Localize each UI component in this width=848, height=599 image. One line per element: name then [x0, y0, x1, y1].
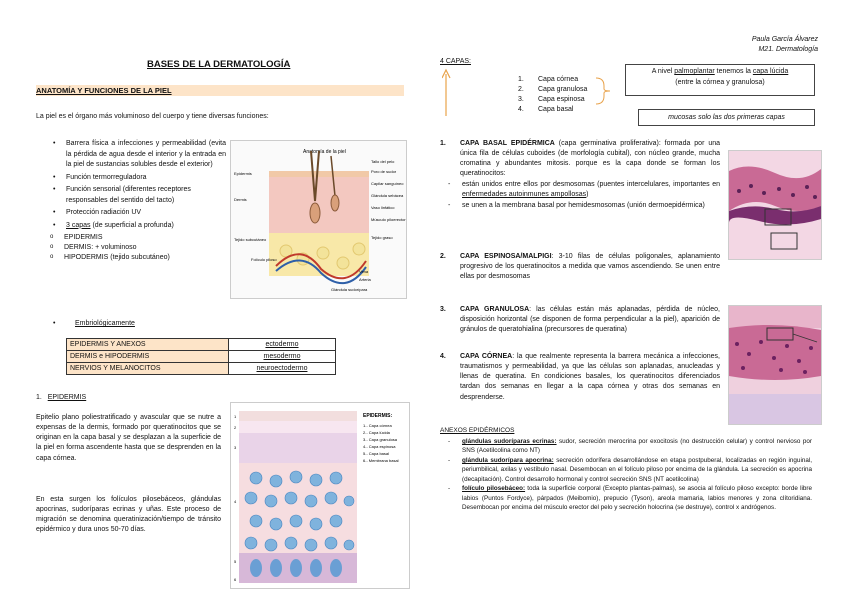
epi-item: 4.- Capa espinosa — [363, 444, 396, 449]
skin-label-follicle: Folículo piloso — [251, 257, 277, 262]
list-item: 4. Capa basal — [518, 106, 574, 114]
epidermis-p2: En esta surgen los folículos pilosebáceos, glándulas apocrinas, sudoríparas ecrinas y uñas. Este proceso de migración se denomina queratinización/tiempo de tránsito epidérmico y dura unos 50-70 días. — [36, 496, 221, 534]
capa-espinosa: 2. CAPA ESPINOSA/MALPIGI: 3-10 filas de células poligonales, aplanamiento progresivo de los queratinocitos a medida que vamos ascendiendo. Se unen entre ellas por desmosomas — [440, 253, 720, 281]
layer-hipodermis: o HIPODERMIS (tejido subcutáneo) — [36, 253, 226, 263]
layer-dermis: o DERMIS: + voluminoso — [36, 243, 226, 253]
epi-num-5: 5 — [234, 559, 237, 564]
epi-num-4: 4 — [234, 499, 237, 504]
lucida-note-box: A nivel palmoplantar tenemos la capa lúcida (entre la córnea y granulosa) — [625, 64, 815, 96]
epidermis-heading: 1. EPIDERMIS — [36, 394, 87, 401]
skin-anatomy-image — [230, 140, 407, 299]
list-item: - glándula sudorípara apocrina: secreción odorífera desarrollándose en etapa postpuberal, localizadas en región inguinal, periumbilical, axilas y vestíbulo nasal. Desembocan en el folículo piloso por encima de la glándula. La secreción es apocrina (decapitación). Control desarrollo hormonal y control secreción SNS (NT acetilcolina) — [440, 456, 812, 484]
section-title: ANATOMÍA Y FUNCIONES DE LA PIEL — [36, 85, 404, 96]
bullet-icon: • — [53, 320, 56, 327]
epi-num-2: 2 — [234, 425, 237, 430]
list-item: 2. Capa granulosa — [518, 86, 588, 94]
epi-item: 5.- Capa basal — [363, 451, 390, 456]
epidermis-p1: Epitelio plano poliestratificado y avascular que se nutre a expensas de la dermis, formado por queratinocitos que se originan en la capa basal y se desplazan a la superficie de la piel en forma ascendente hasta que se desprenden en la capa córnea. — [36, 414, 221, 462]
table-row: NERVIOS Y MELANOCITOS neuroectodermo — [67, 363, 336, 375]
capa-cornea: 4. CAPA CÓRNEA: la que realmente representa la barrera mecánica a infecciones, traumatismos y permeabilidad, ya que las células son aplanadas, anucleadas y llenas de queratina. En condiciones basales, los queratinocitos diferenciados tardan dos semanas en llegar a la capa córnea y otras dos semanas en desprenderse. — [440, 353, 720, 401]
function-item: • Barrera física a infecciones y permeabilidad (evita la pérdida de agua desde el interior y la entrada en la piel de sustancias solubles desde el exterior) — [36, 139, 226, 171]
table-row: DERMIS e HIPODERMIS mesodermo — [67, 351, 336, 363]
epidermis-layers-image — [230, 402, 410, 589]
skin-label-hair-shaft: Tallo del pelo — [371, 159, 395, 164]
epi-item: 3.- Capa granulosa — [363, 437, 398, 442]
table-row: EPIDERMIS Y ANEXOS ectodermo — [67, 339, 336, 351]
skin-label-muscle: Músculo piloerector — [371, 217, 406, 222]
brace-icon — [594, 76, 614, 106]
skin-label-epidermis: Epidermis — [234, 171, 252, 176]
embryology-table — [66, 338, 336, 375]
skin-label-fat: Tejido graso — [371, 235, 393, 240]
epi-item: 6.- Membrana basal — [363, 458, 399, 463]
list-item: - folículo pilosebáceo: toda la superficie corporal (Excepto plantas-palmas), se asocia al folículo piloso excepto: borde libre labios (Puntos Fordyce), párpados (Meibomio), prepucio (Tyson), areola mamaria, labios menores y zona clítoridiana. Desembocan por encima del músculo erector del pelo y secreción holocrina (se destruye), control x andrógenos. — [440, 484, 812, 512]
list-item: - glándulas sudoríparas ecrinas: sudor, secreción merocrina por exocitosis (no destrucción celular) y control nervioso por SNS (Acetilcolina como NT) — [440, 437, 812, 456]
function-item: • Función sensorial (diferentes receptores responsables del sentido del tacto) — [36, 185, 226, 206]
capas-list — [518, 75, 587, 116]
skin-label-sweat-pore: Poro de sudor — [371, 169, 397, 174]
capas-label: 4 CAPAS: — [440, 58, 471, 65]
skin-label-capillary: Capilar sanguíneo — [371, 181, 404, 186]
list-item: 1. Capa córnea — [518, 76, 579, 83]
capas-arrow-icon — [442, 68, 472, 118]
skin-diagram-title: Anatomía de la piel — [303, 149, 346, 155]
embryology-label: Embriológicamente — [75, 320, 135, 327]
capa-basal: 1. CAPA BASAL EPIDÉRMICA (capa germinativa proliferativa): formada por una única fila de células cuboides (de morfología cubital), con núcleo grande, mucha cromatina y abundantes mitosis. porque es la capa donde se forman los queratinocitos: - están unidos entre ellos por desmosomas (puentes intercelulares, importantes en enfermedades autoinmunes ampollosas) - se unen a la membrana basal por hemidesmosomas (unión dermoepidérmica) — [440, 139, 720, 211]
epi-num-1: 1 — [234, 414, 237, 419]
list-item: 3. Capa espinosa — [518, 96, 585, 104]
capa-granulosa: 3. CAPA GRANULOSA: las células están más aplanadas, pérdida de núcleo, disposición horizontal (se disponen de forma perpendicular a la piel), aparición de gránulos de queratohialina (precursores de queratina) — [440, 306, 720, 334]
anexos-list — [440, 437, 812, 513]
author: Paula García Álvarez — [751, 36, 818, 43]
function-item: • Protección radiación UV — [36, 208, 226, 219]
skin-label-artery: Arteria — [359, 277, 371, 282]
skin-label-dermis: Dermis — [234, 197, 247, 202]
anexos-title: ANEXOS EPIDÉRMICOS — [440, 427, 515, 434]
layers-item: • 3 capas (de superficial a profunda) — [36, 221, 226, 232]
epi-item: 1.- Capa córnea — [363, 423, 392, 428]
histology-image-granulosa — [728, 305, 822, 425]
intro: La piel es el órgano más voluminoso del cuerpo y tiene diversas funciones: — [36, 113, 269, 120]
skin-label-sebaceous: Glándula sebácea — [371, 193, 404, 198]
layer-epidermis: o EPIDERMIS — [36, 233, 226, 243]
histology-image-basal — [728, 150, 822, 260]
skin-label-subcutaneous: Tejido subcutáneo — [234, 237, 267, 242]
epi-item: 2.- Capa lúcida — [363, 430, 390, 435]
function-item: • Función termorreguladora — [36, 173, 226, 184]
course: M21. Dermatología — [758, 45, 818, 53]
epi-num-3: 3 — [234, 445, 237, 450]
epi-num-6: 6 — [234, 577, 237, 582]
skin-label-sweat-gland: Glándula sudorípara — [331, 287, 368, 292]
skin-label-vein: Vena — [359, 269, 369, 274]
skin-label-lymph: Vaso linfático — [371, 205, 395, 210]
mucosas-note-box: mucosas solo las dos primeras capas — [638, 109, 815, 126]
functions-list — [36, 139, 226, 263]
epi-diagram-title: EPIDERMIS: — [363, 413, 393, 419]
page-title: BASES DE LA DERMATOLOGÍA — [147, 59, 291, 70]
